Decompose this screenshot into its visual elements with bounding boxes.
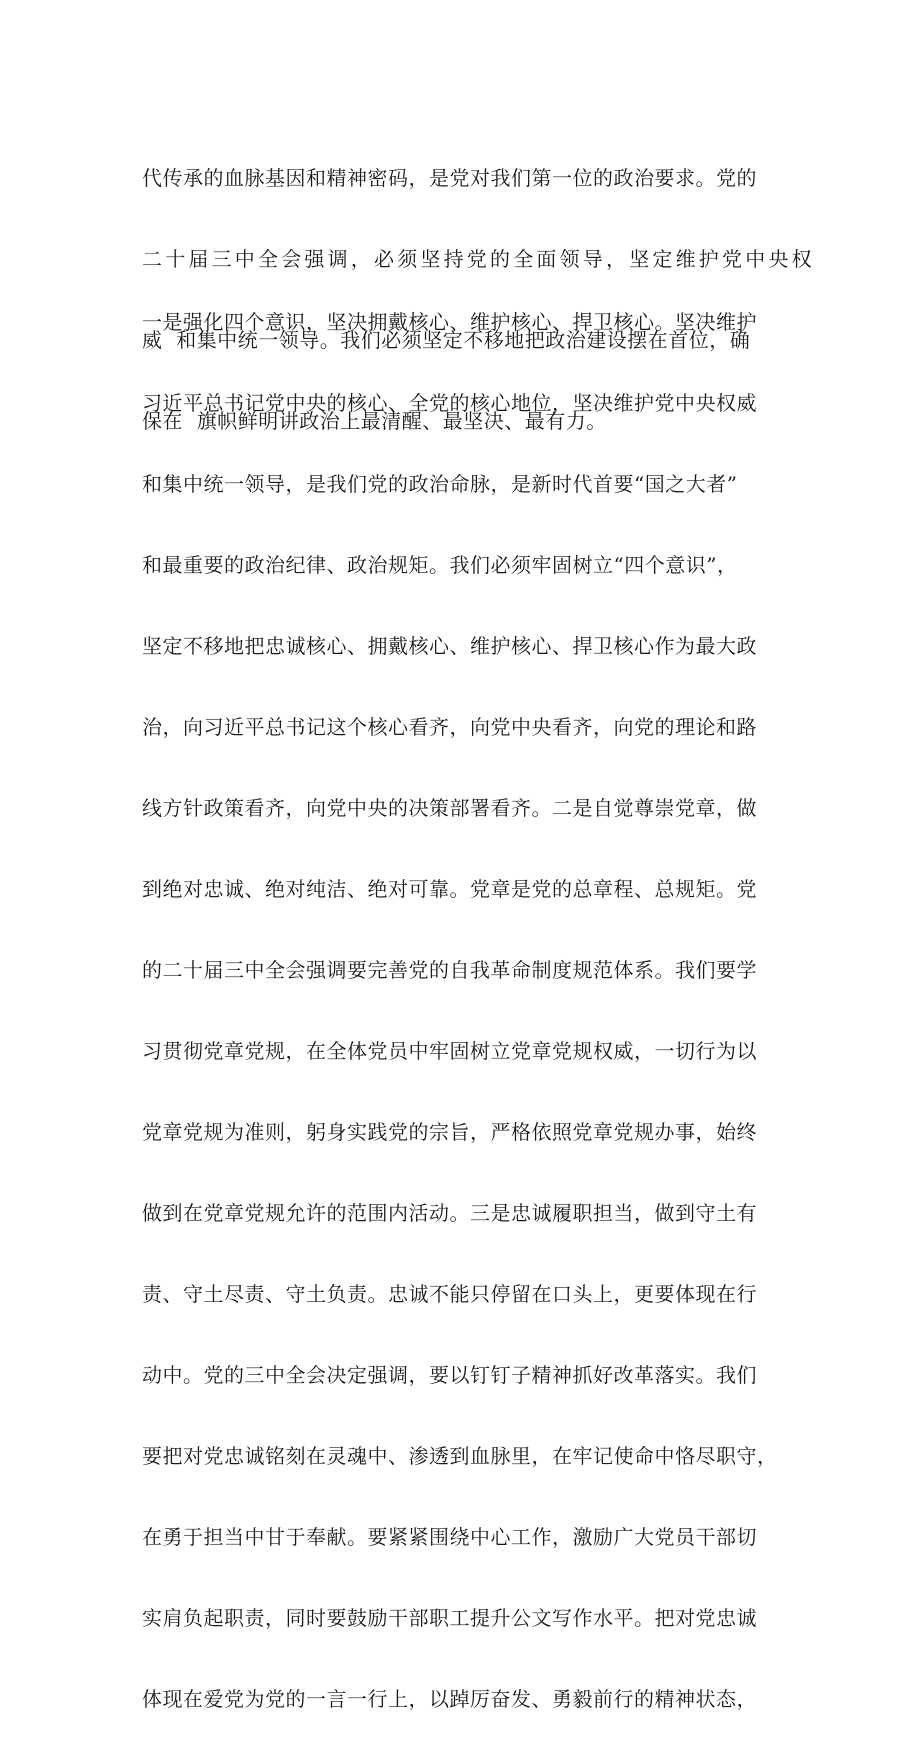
- text-line: 一是强化四个意识，坚决拥戴核心、维护核心、捍卫核心。坚决维护: [142, 310, 757, 334]
- text-line: 二十届三中全会强调，必须坚持党的全面领导，坚定维护党中央权: [142, 247, 815, 271]
- text-line: 习贯彻党章党规，在全体党员中牢固树立党章党规权威，一切行为以: [142, 1039, 757, 1063]
- text-line: 坚定不移地把忠诚核心、拥戴核心、维护核心、捍卫核心作为最大政: [142, 634, 757, 658]
- text-line: 保在 旗帜鲜明讲政治上最清醒、最坚决、最有力。: [142, 409, 607, 433]
- text-line: 做到在党章党规允许的范围内活动。三是忠诚履职担当，做到守土有: [142, 1201, 757, 1225]
- text-line: 代传承的血脉基因和精神密码，是党对我们第一位的政治要求。党的: [142, 166, 757, 190]
- text-line: 在勇于担当中甘于奉献。要紧紧围绕中心工作，激励广大党员干部切: [142, 1525, 757, 1549]
- text-line: 动中。党的三中全会决定强调，要以钉钉子精神抓好改革落实。我们: [142, 1363, 757, 1387]
- text-line: 要把对党忠诚铭刻在灵魂中、渗透到血脉里，在牢记使命中恪尽职守，: [142, 1444, 778, 1468]
- text-line: 威 和集中统一领导。我们必须坚定不移地把政治建设摆在首位，确: [142, 328, 751, 352]
- text-line: 习近平总书记党中央的核心、全党的核心地位，坚决维护党中央权威: [142, 391, 757, 415]
- text-line: 和集中统一领导，是我们党的政治命脉，是新时代首要“国之大者”: [142, 472, 738, 496]
- text-line: 到绝对忠诚、绝对纯洁、绝对可靠。党章是党的总章程、总规矩。党: [142, 877, 757, 901]
- text-line: 线方针政策看齐，向党中央的决策部署看齐。二是自觉尊崇党章，做: [142, 796, 757, 820]
- text-line: 体现在爱党为党的一言一行上，以踔厉奋发、勇毅前行的精神状态，: [142, 1687, 757, 1711]
- text-line: 党章党规为准则，躬身实践党的宗旨，严格依照党章党规办事，始终: [142, 1120, 757, 1144]
- text-line: 的二十届三中全会强调要完善党的自我革命制度规范体系。我们要学: [142, 958, 757, 982]
- text-line: 治，向习近平总书记这个核心看齐，向党中央看齐，向党的理论和路: [142, 715, 757, 739]
- text-line: 和最重要的政治纪律、政治规矩。我们必须牢固树立“四个意识”，: [142, 553, 738, 577]
- text-line: 责、守土尽责、守土负责。忠诚不能只停留在口头上，更要体现在行: [142, 1282, 757, 1306]
- text-line: 实肩负起职责，同时要鼓励干部职工提升公文写作水平。把对党忠诚: [142, 1606, 757, 1630]
- paragraph-2: [142, 258, 782, 1764]
